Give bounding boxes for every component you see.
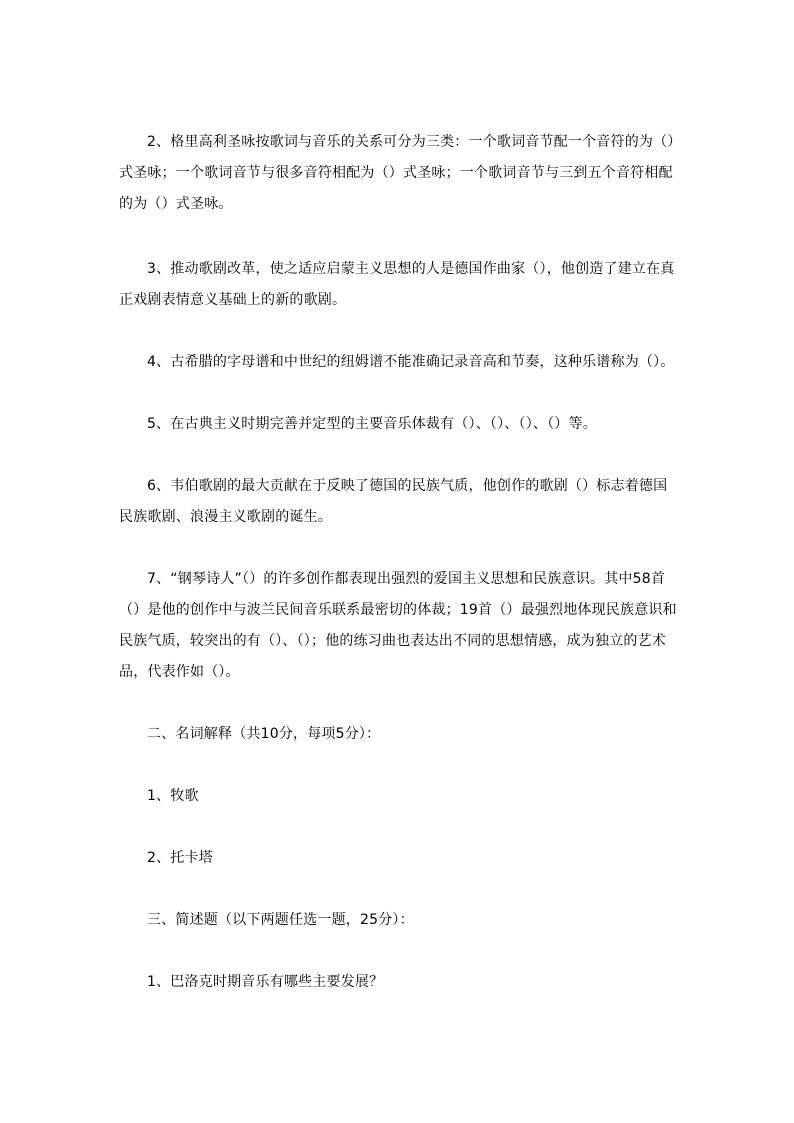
question-3-paragraph: 3、推动歌剧改革，使之适应启蒙主义思想的人是德国作曲家（），他创造了建立在真正戏剧表情意义基础上的新的歌剧。 [119, 261, 675, 308]
section-3-heading: 三、简述题（以下两题任选一题，25分）： [147, 912, 414, 928]
question-4-paragraph: 4、古希腊的字母谱和中世纪的纽姆谱不能准确记录音高和节奏，这种乐谱称为（）。 [147, 354, 675, 370]
question-6-paragraph: 6、韦伯歌剧的最大贡献在于反映了德国的民族气质，他创作的歌剧（）标志着德国民族歌剧、浪漫主义歌剧的诞生。 [119, 478, 668, 525]
section-2-heading: 二、名词解释（共10分，每项5分）： [147, 726, 381, 742]
term-1-item: 1、牧歌 [147, 788, 199, 804]
question-7-paragraph: 7、“钢琴诗人”（）的许多创作都表现出强烈的爱国主义思想和民族意识。其中58首（）是他的创作中与波兰民间音乐联系最密切的体裁；19首（）最强烈地体现民族意识和民族气质，较突出的有（）、（）；他的练习曲也表达出不同的思想情感，成为独立的艺术品，代表作如（）。 [119, 571, 677, 680]
question-2-paragraph: 2、格里高利圣咏按歌词与音乐的关系可分为三类：一个歌词音节配一个音符的为（）式圣咏；一个歌词音节与很多音符相配为（）式圣咏；一个歌词音节与三到五个音符相配的为（）式圣咏。 [119, 134, 675, 212]
question-5-paragraph: 5、在古典主义时期完善并定型的主要音乐体裁有（）、（）、（）、（）等。 [147, 416, 597, 432]
essay-question-1: 1、巴洛克时期音乐有哪些主要发展？ [147, 974, 384, 990]
term-2-item: 2、托卡塔 [147, 850, 213, 866]
